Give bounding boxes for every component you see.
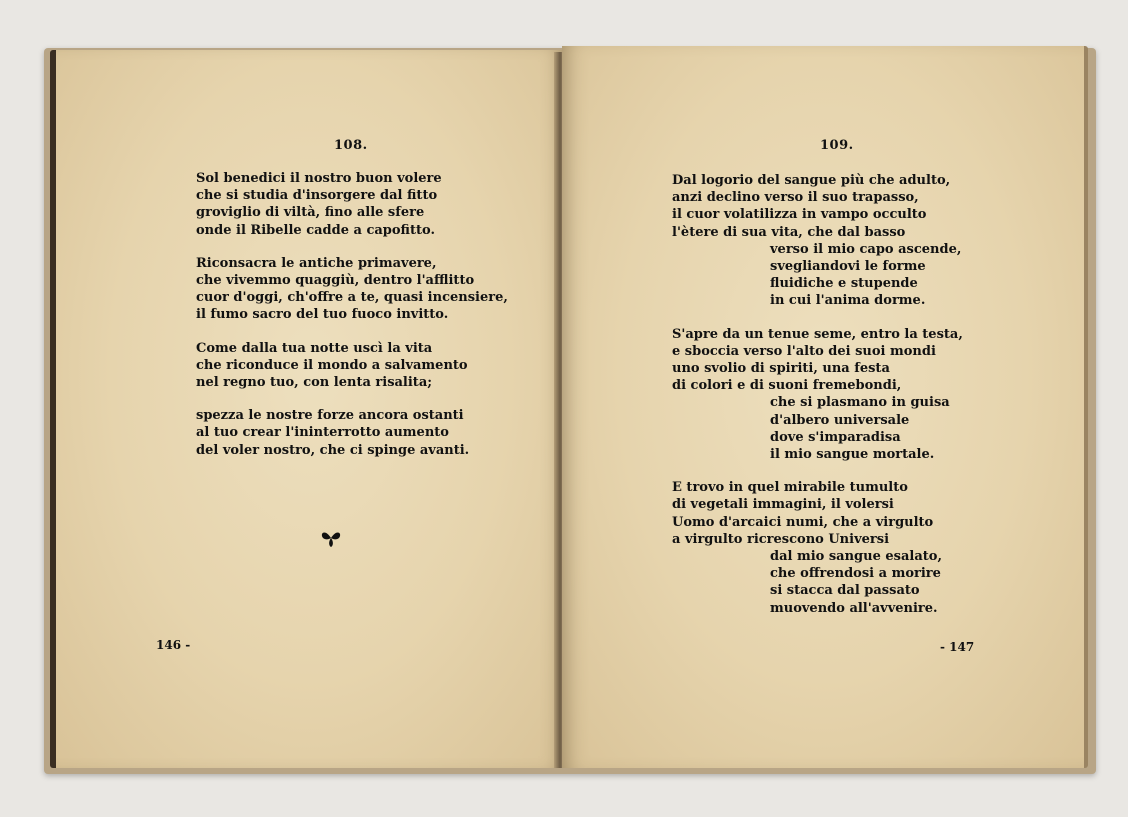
poem-number-right: 109. bbox=[820, 138, 854, 153]
poem-line: che offrendosi a morire bbox=[770, 566, 941, 582]
stanza bbox=[196, 407, 508, 459]
poem-line: cuor d'oggi, ch'offre a te, quasi incensiere, bbox=[196, 290, 508, 306]
poem-line: d'albero universale bbox=[770, 412, 910, 428]
poem-line: dal mio sangue esalato, bbox=[770, 549, 942, 565]
stanza bbox=[196, 340, 508, 392]
poem-line: onde il Ribelle cadde a capofitto. bbox=[196, 222, 435, 238]
poem-line: che si plasmano in guisa bbox=[770, 395, 950, 411]
stanza bbox=[196, 170, 508, 239]
poem-line: svegliandovi le forme bbox=[770, 259, 926, 275]
page-number-left: 146 - bbox=[156, 638, 191, 652]
poem-line: muovendo all'avvenire. bbox=[770, 600, 938, 616]
poem-line: a virgulto ricrescono Universi bbox=[672, 531, 890, 547]
stanza bbox=[672, 172, 963, 310]
poem-line: dove s'imparadisa bbox=[770, 429, 901, 445]
poem-line: Come dalla tua notte uscì la vita bbox=[196, 340, 433, 356]
poem-line: di colori e di suoni fremebondi, bbox=[672, 378, 902, 394]
poem-line: uno svolio di spiriti, una festa bbox=[672, 361, 890, 377]
poem-line: che si studia d'insorgere dal fitto bbox=[196, 188, 438, 204]
poem-line: Dal logorio del sangue più che adulto, bbox=[672, 173, 951, 188]
left-page bbox=[50, 50, 564, 768]
poem-line: in cui l'anima dorme. bbox=[770, 293, 926, 309]
poem-line: Uomo d'arcaici numi, che a virgulto bbox=[672, 514, 934, 530]
stanza bbox=[672, 479, 963, 617]
poem-right bbox=[672, 172, 963, 633]
poem-line: Sol benedici il nostro buon volere bbox=[196, 171, 442, 186]
poem-line: groviglio di viltà, fino alle sfere bbox=[196, 205, 425, 221]
poem-line: il fumo sacro del tuo fuoco invitto. bbox=[196, 307, 449, 323]
poem-line: spezza le nostre forze ancora ostanti bbox=[196, 408, 464, 424]
stanza bbox=[196, 255, 508, 324]
poem-line: del voler nostro, che ci spinge avanti. bbox=[196, 442, 470, 458]
page-number-right: - 147 bbox=[940, 640, 975, 654]
poem-line: il mio sangue mortale. bbox=[770, 447, 935, 463]
poem-number-left: 108. bbox=[334, 138, 368, 153]
poem-left bbox=[196, 170, 508, 475]
poem-line: l'ètere di sua vita, che dal basso bbox=[672, 224, 906, 240]
right-page bbox=[562, 46, 1088, 768]
poem-line: verso il mio capo ascende, bbox=[770, 241, 962, 257]
poem-line: S'apre da un tenue seme, entro la testa, bbox=[672, 326, 963, 342]
poem-line: nel regno tuo, con lenta risalita; bbox=[196, 375, 433, 391]
poem-line: e sboccia verso l'alto dei suoi mondi bbox=[672, 343, 936, 359]
leaf-ornament-icon bbox=[320, 528, 342, 548]
poem-line: di vegetali immagini, il volersi bbox=[672, 497, 894, 513]
poem-line: che vivemmo quaggiù, dentro l'afflitto bbox=[196, 273, 475, 289]
poem-line: il cuor volatilizza in vampo occulto bbox=[672, 207, 927, 223]
poem-line: al tuo crear l'ininterrotto aumento bbox=[196, 425, 449, 441]
poem-line: fluidiche e stupende bbox=[770, 276, 918, 292]
poem-line: anzi declino verso il suo trapasso, bbox=[672, 190, 919, 206]
stanza bbox=[672, 326, 963, 464]
poem-line: E trovo in quel mirabile tumulto bbox=[672, 480, 908, 496]
poem-line: Riconsacra le antiche primavere, bbox=[196, 255, 437, 271]
poem-line: che riconduce il mondo a salvamento bbox=[196, 357, 468, 373]
poem-line: si stacca dal passato bbox=[770, 583, 920, 599]
